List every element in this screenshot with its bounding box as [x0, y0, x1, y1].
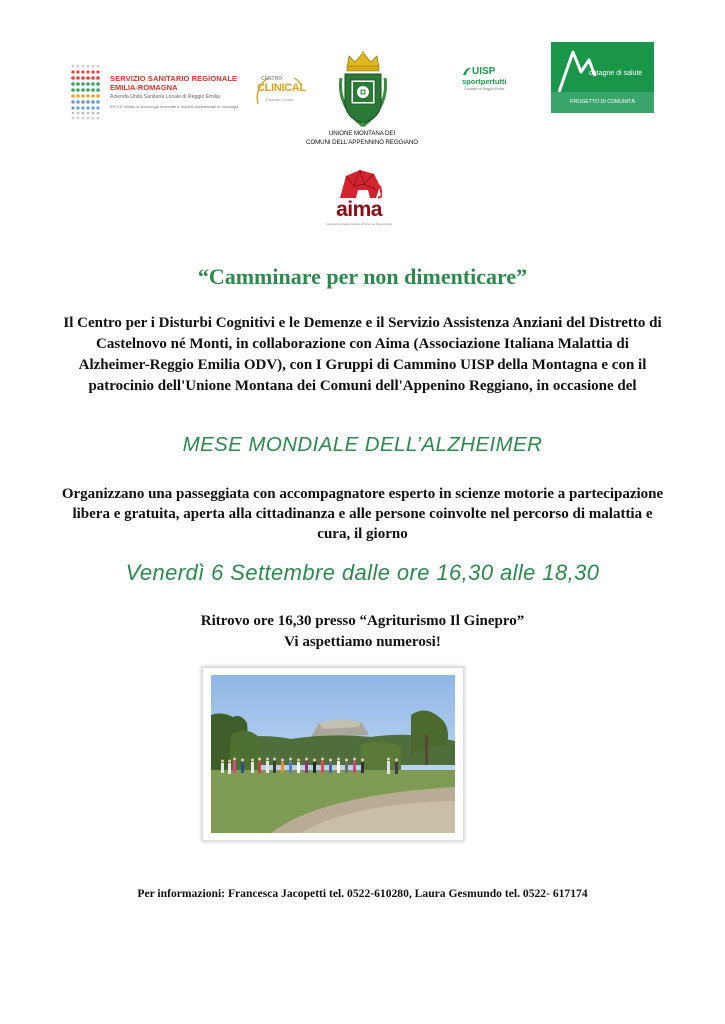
photo-frame: [203, 668, 463, 840]
dot-grid-icon: [70, 62, 104, 122]
clinical-main-text: CLINICAL: [257, 82, 306, 94]
clinical-top-text: CENTRO: [261, 76, 283, 82]
meeting-place: Ritrovo ore 16,30 presso “Agriturismo Il Ginepro”: [200, 613, 525, 629]
contact-info: Per informazioni: Francesca Jacopetti tel. 0522-610280, Laura Gesmundo tel. 0522- 617174: [137, 887, 588, 900]
ssr-logo-text: [110, 74, 242, 109]
ssr-line3: Azienda Unità Sanitaria Locale di Reggio Emilia: [110, 94, 220, 100]
ssr-emilia-romagna-logo: [70, 62, 240, 124]
montagne-subtitle: PROGETTO DI COMUNITÀ: [570, 99, 635, 105]
mountain-icon: [551, 42, 654, 94]
ssr-line4: IRCCS Istituto in tecnologie avanzate e modelli assistenziali in oncologia: [110, 104, 239, 109]
ssr-line2: EMILIA-ROMAGNA: [110, 83, 178, 92]
aima-logo: [318, 168, 400, 238]
montagne-title: ontagne di salute: [589, 70, 643, 77]
month-title: MESE MONDIALE DELL’ALZHEIMER: [182, 433, 543, 456]
crest-caption-line2: COMUNI DELL'APPENNINO REGGIANO: [306, 138, 418, 146]
aima-wordmark: aima: [336, 198, 382, 221]
montagne-di-salute-logo: [551, 42, 654, 113]
clinical-sub-text: Disease Centre: [266, 97, 294, 102]
uisp-sub-text: sportpertutti: [462, 77, 507, 86]
uisp-main-text: UISP: [472, 66, 496, 77]
crest-caption-line1: UNIONE MONTANA DEI: [328, 130, 396, 137]
group-walk-photo: [211, 675, 455, 833]
organize-paragraph: Organizzano una passeggiata con accompagnatore esperto in scienze motorie a partecipazione libera e gratuita, aperta alla cittadinanza e alle persone coinvolte nel percorso di malattia e cura, il giorno: [61, 486, 664, 542]
meeting-info: [0, 611, 725, 653]
clinical-logo: [254, 76, 306, 110]
aima-tagline: Associazione Italiana Malattia di Alzheimer Reggio Emilia: [326, 223, 392, 226]
elephant-icon: [336, 168, 382, 200]
event-title: “Camminare per non dimenticare”: [197, 264, 528, 289]
uisp-tag-text: Comitato di Reggio Emilia: [464, 87, 505, 91]
crest-icon: [333, 50, 393, 132]
event-date: Venerdì 6 Settembre dalle ore 16,30 alle 18,30: [125, 560, 600, 585]
landscape-photo-image: [211, 675, 455, 833]
ssr-line1: SERVIZIO SANITARIO REGIONALE: [110, 74, 238, 83]
welcome-text: Vi aspettiamo numerosi!: [284, 634, 441, 650]
uisp-logo: [462, 66, 524, 100]
unione-montana-crest: [333, 50, 393, 132]
unione-montana-caption: [278, 130, 446, 148]
intro-paragraph: Il Centro per i Disturbi Cognitivi e le Demenze e il Servizio Assistenza Anziani del Distretto di Castelnovo né Monti, in collaborazione con Aima (Associazione Italiana Malattia di Alzheimer-Reggio Emilia ODV), con I Gruppi di Cammino UISP della Montagna e con il patrocinio dell'Unione Montana dei Comuni dell'Appenino Reggiano, in occasione del: [63, 315, 662, 394]
uisp-swoosh-icon: [462, 66, 472, 77]
